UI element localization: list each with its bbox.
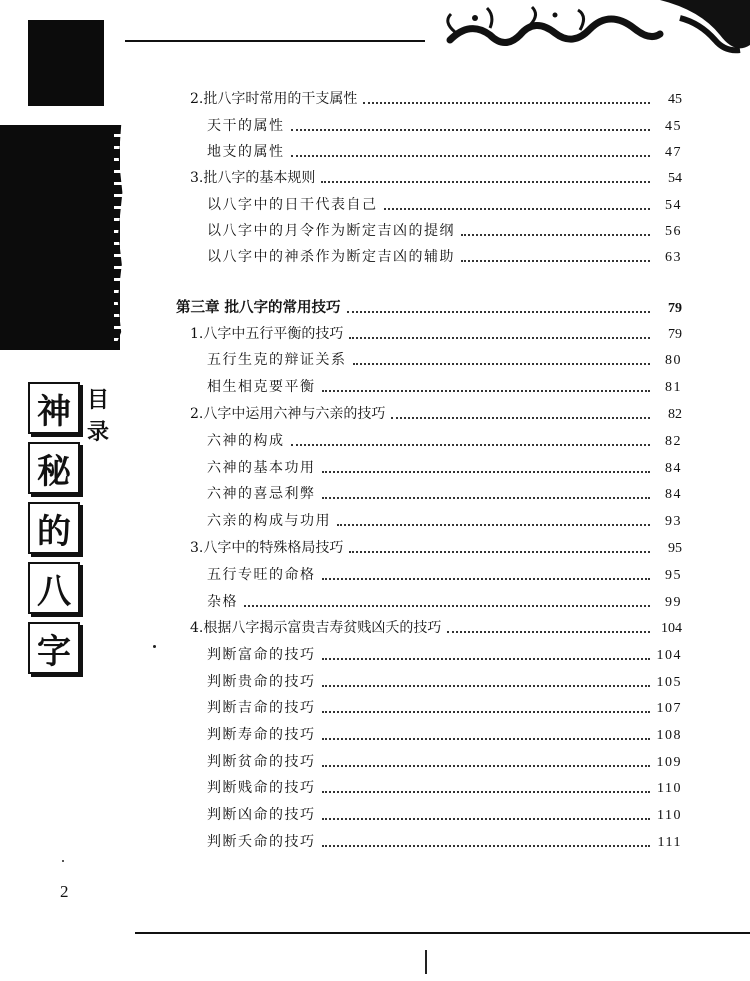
toc-entry[interactable] (190, 88, 682, 108)
toc-entry-title: 以八字中的日干代表自己 (207, 197, 378, 213)
toc-entry[interactable] (190, 403, 682, 423)
toc-entry[interactable] (207, 220, 682, 240)
toc-entry-page: 99 (665, 595, 682, 610)
toc-entry-page: 79 (668, 327, 682, 342)
toc-entry[interactable] (176, 296, 682, 317)
toc-entry-page: 54 (665, 198, 682, 213)
dot-leader (353, 363, 651, 365)
toc-entry-title: 五行专旺的命格 (207, 567, 316, 583)
dot-leader (363, 102, 650, 104)
toc-entry-page: 95 (668, 541, 682, 556)
dot-leader (322, 791, 651, 793)
toc-entry[interactable] (190, 323, 682, 343)
toc-entry-title: 判断贵命的技巧 (207, 674, 316, 690)
toc-entry[interactable] (207, 644, 682, 664)
toc-entry-page: 81 (665, 380, 682, 395)
toc-entry-page: 93 (665, 514, 682, 529)
toc-entry-page: 56 (665, 224, 682, 239)
toc-entry-page: 110 (657, 808, 682, 823)
toc-entry[interactable] (207, 141, 682, 161)
toc-entry-page: 47 (665, 145, 682, 160)
dot-leader (337, 524, 650, 526)
dot-leader (322, 578, 651, 580)
dot-leader (447, 631, 650, 633)
toc-entry-page: 105 (656, 675, 682, 690)
toc-entry-title: 以八字中的神杀作为断定吉凶的辅助 (207, 249, 455, 265)
dot-leader (391, 417, 650, 419)
speck (62, 860, 64, 862)
toc-entry-title: 判断吉命的技巧 (207, 700, 316, 716)
book-title-char: 秘 (28, 442, 80, 494)
toc-entry-title: 相生相克要平衡 (207, 379, 316, 395)
book-title-char: 的 (28, 502, 80, 554)
toc-entry[interactable] (207, 564, 682, 584)
book-title-char: 字 (28, 622, 80, 674)
toc-entry[interactable] (207, 804, 682, 824)
toc-entry-title: 判断贱命的技巧 (207, 780, 316, 796)
toc-entry-page: 82 (668, 407, 682, 422)
dot-leader (244, 605, 650, 607)
toc-entry-title: 1.八字中五行平衡的技巧 (190, 326, 344, 342)
toc-entry-page: 104 (656, 648, 682, 663)
toc-entry-title: 五行生克的辩证关系 (207, 352, 347, 368)
toc-entry[interactable] (207, 671, 682, 691)
toc-entry-title: 2.八字中运用六神与六亲的技巧 (190, 406, 386, 422)
dot-leader (349, 551, 650, 553)
toc-entry-title: 3.批八字的基本规则 (190, 170, 316, 186)
toc-entry-page: 45 (665, 119, 682, 134)
toc-entry-title: 杂格 (207, 594, 238, 610)
toc-entry-title: 判断贫命的技巧 (207, 754, 316, 770)
toc-entry-title: 六神的喜忌利弊 (207, 486, 316, 502)
toc-entry[interactable] (207, 591, 682, 611)
dot-leader (347, 311, 650, 313)
book-title-char: 八 (28, 562, 80, 614)
header-rule (125, 40, 425, 42)
toc-entry-page: 54 (668, 171, 682, 186)
toc-entry[interactable] (190, 617, 682, 637)
toc-entry-title: 以八字中的月令作为断定吉凶的提纲 (207, 223, 455, 239)
dot-leader (322, 818, 651, 820)
dot-leader (321, 181, 650, 183)
speck (153, 645, 156, 648)
toc-entry-title: 判断富命的技巧 (207, 647, 316, 663)
dot-leader (461, 260, 650, 262)
toc-entry[interactable] (207, 349, 682, 369)
toc-entry-title: 六神的基本功用 (207, 460, 316, 476)
toc-entry-page: 104 (661, 621, 682, 636)
toc-entry-page: 45 (668, 92, 682, 107)
toc-entry-page: 107 (656, 701, 682, 716)
toc-entry-page: 79 (668, 301, 682, 316)
toc-entry-page: 80 (665, 353, 682, 368)
dot-leader (322, 658, 651, 660)
toc-entry[interactable] (190, 537, 682, 557)
toc-entry-page: 110 (657, 781, 682, 796)
toc-entry-title: 第三章 批八字的常用技巧 (176, 299, 341, 316)
toc-entry-page: 95 (665, 568, 682, 583)
toc-entry-title: 六亲的构成与功用 (207, 513, 331, 529)
book-title-vertical (28, 382, 98, 682)
dot-leader (322, 845, 651, 847)
toc-entry-title: 4.根据八字揭示富贵吉寿贫贱凶夭的技巧 (190, 620, 442, 636)
dot-leader (322, 685, 651, 687)
toc-entry[interactable] (207, 246, 682, 266)
dot-leader (322, 471, 651, 473)
toc-entry[interactable] (207, 751, 682, 771)
book-title-char: 神 (28, 382, 80, 434)
dot-leader (461, 234, 650, 236)
toc-entry[interactable] (207, 697, 682, 717)
dot-leader (349, 337, 650, 339)
mulu-label: 目录 (86, 388, 109, 445)
toc-entry-title: 天干的属性 (207, 118, 285, 134)
toc-entry[interactable] (190, 167, 682, 187)
side-black-bar (0, 125, 120, 350)
toc-entry-page: 108 (656, 728, 682, 743)
dot-leader (322, 765, 651, 767)
page-number: 2 (60, 882, 69, 901)
dot-leader (322, 497, 651, 499)
toc-entry-title: 判断夭命的技巧 (207, 834, 316, 850)
toc-entry[interactable] (207, 115, 682, 135)
toc-entry[interactable] (207, 510, 682, 530)
toc-entry[interactable] (207, 724, 682, 744)
toc-entry-page: 109 (656, 755, 682, 770)
toc-entry-page: 84 (665, 461, 682, 476)
toc-entry[interactable] (207, 831, 682, 851)
toc-entry-page: 82 (665, 434, 682, 449)
toc-entry-title: 判断凶命的技巧 (207, 807, 316, 823)
toc-entry[interactable] (207, 376, 682, 396)
footer-tick (425, 950, 427, 974)
dot-leader (291, 129, 651, 131)
dot-leader (384, 208, 651, 210)
toc-entry-page: 111 (657, 835, 682, 850)
toc-entry[interactable] (207, 457, 682, 477)
toc-entry-title: 3.八字中的特殊格局技巧 (190, 540, 344, 556)
dot-leader (322, 738, 651, 740)
toc-entry[interactable] (207, 430, 682, 450)
toc-entry-title: 判断寿命的技巧 (207, 727, 316, 743)
toc-entry-page: 84 (665, 487, 682, 502)
toc-entry[interactable] (207, 483, 682, 503)
toc-entry-page: 63 (665, 250, 682, 265)
dot-leader (322, 711, 651, 713)
dot-leader (291, 155, 651, 157)
dragon-ornament-icon (430, 0, 750, 70)
toc-entry-title: 2.批八字时常用的干支属性 (190, 91, 358, 107)
toc-entry[interactable] (207, 777, 682, 797)
dot-leader (322, 390, 651, 392)
toc-entry[interactable] (207, 194, 682, 214)
toc-entry-title: 地支的属性 (207, 144, 285, 160)
footer-rule (135, 932, 750, 934)
toc-entry-title: 六神的构成 (207, 433, 285, 449)
dot-leader (291, 444, 651, 446)
header-black-block (28, 20, 104, 106)
